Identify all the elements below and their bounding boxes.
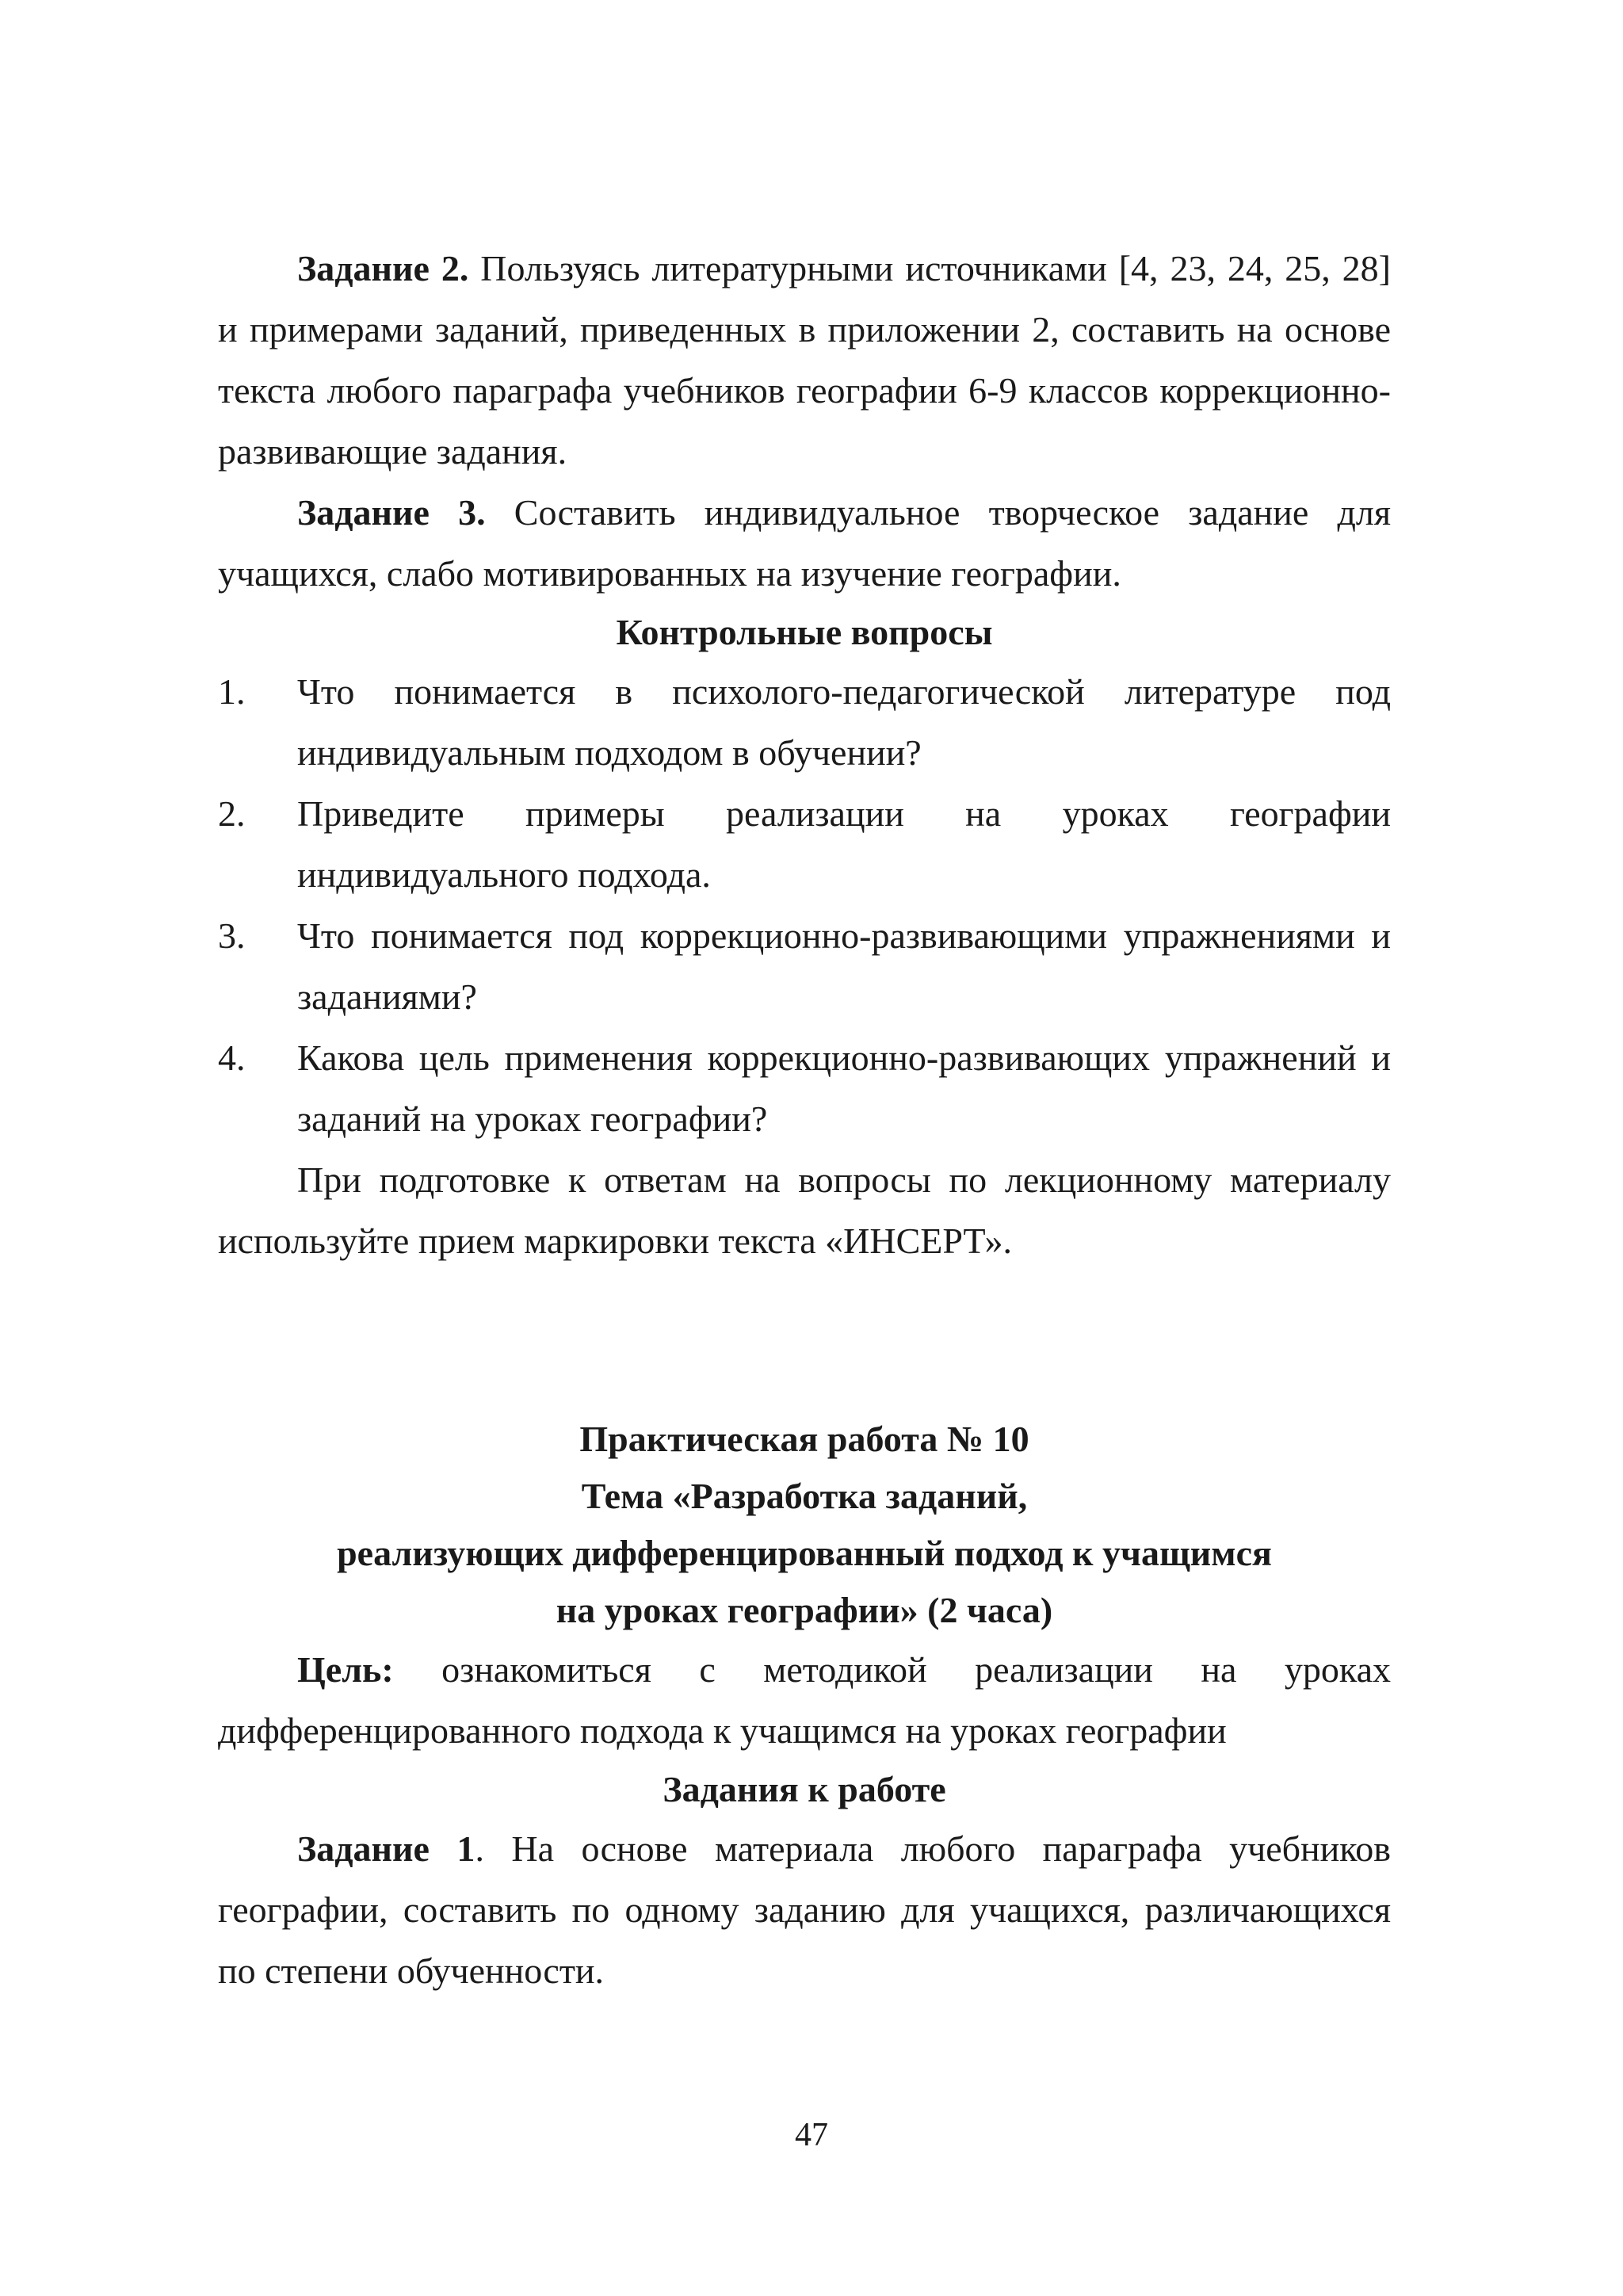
question-item	[218, 905, 1391, 1027]
control-questions-heading: Контрольные вопросы	[616, 612, 993, 652]
task-3-text: Составить индивидуальное творческое задание для учащихся, слабо мотивированных на изучение географии.	[218, 492, 1391, 594]
task-1-label: Задание 1	[297, 1828, 475, 1869]
page-number: 47	[795, 2117, 828, 2153]
tasks-heading: Задания к работе	[663, 1769, 946, 1809]
practical-work-section	[218, 1411, 1391, 2001]
question-item	[218, 783, 1391, 905]
upper-section	[218, 238, 1391, 1271]
task-2-paragraph	[218, 238, 1391, 482]
control-questions-list	[218, 661, 1391, 1149]
task-2-text: Пользуясь литературными источниками [4, 23, 24, 25, 28] и примерами заданий, приведенных в приложении 2, составить на основе текста любого параграфа учебников географии 6-9 классов коррекционно-развивающие задания.	[218, 248, 1391, 472]
question-number: 1.	[218, 671, 246, 712]
practical-title-line-2: Тема «Разработка заданий,	[581, 1476, 1028, 1516]
task-2-label: Задание 2.	[297, 248, 469, 288]
goal-text: ознакомиться с методикой реализации на уроках дифференцированного подхода к учащимся на уроках географии	[218, 1649, 1391, 1751]
goal-paragraph	[218, 1639, 1391, 1761]
question-item	[218, 1027, 1391, 1149]
question-text: Что понимается под коррекционно-развивающими упражнениями и заданиями?	[297, 915, 1391, 1017]
task-3-paragraph	[218, 482, 1391, 604]
practical-title-line-4: на уроках географии» (2 часа)	[556, 1590, 1053, 1630]
insert-note: При подготовке к ответам на вопросы по лекционному материалу используйте прием маркировки текста «ИНСЕРТ».	[218, 1159, 1391, 1261]
task-3-label: Задание 3.	[297, 492, 486, 533]
question-text: Приведите примеры реализации на уроках географии индивидуального подхода.	[297, 793, 1391, 895]
practical-title-line-3: реализующих дифференцированный подход к учащимся	[337, 1533, 1272, 1573]
question-text: Какова цель применения коррекционно-развивающих упражнений и заданий на уроках географии?	[297, 1037, 1391, 1139]
task-1-text: . На основе материала любого параграфа учебников географии, составить по одному заданию для учащихся, различающихся по степени обученности.	[218, 1828, 1391, 1991]
question-item	[218, 661, 1391, 783]
question-number: 3.	[218, 915, 246, 956]
practical-title-line-1: Практическая работа № 10	[579, 1419, 1029, 1459]
question-text: Что понимается в психолого-педагогической литературе под индивидуальным подходом в обучении?	[297, 671, 1391, 773]
question-number: 4.	[218, 1037, 246, 1078]
question-number: 2.	[218, 793, 246, 834]
task-1-paragraph	[218, 1818, 1391, 2001]
goal-label: Цель:	[297, 1649, 394, 1690]
